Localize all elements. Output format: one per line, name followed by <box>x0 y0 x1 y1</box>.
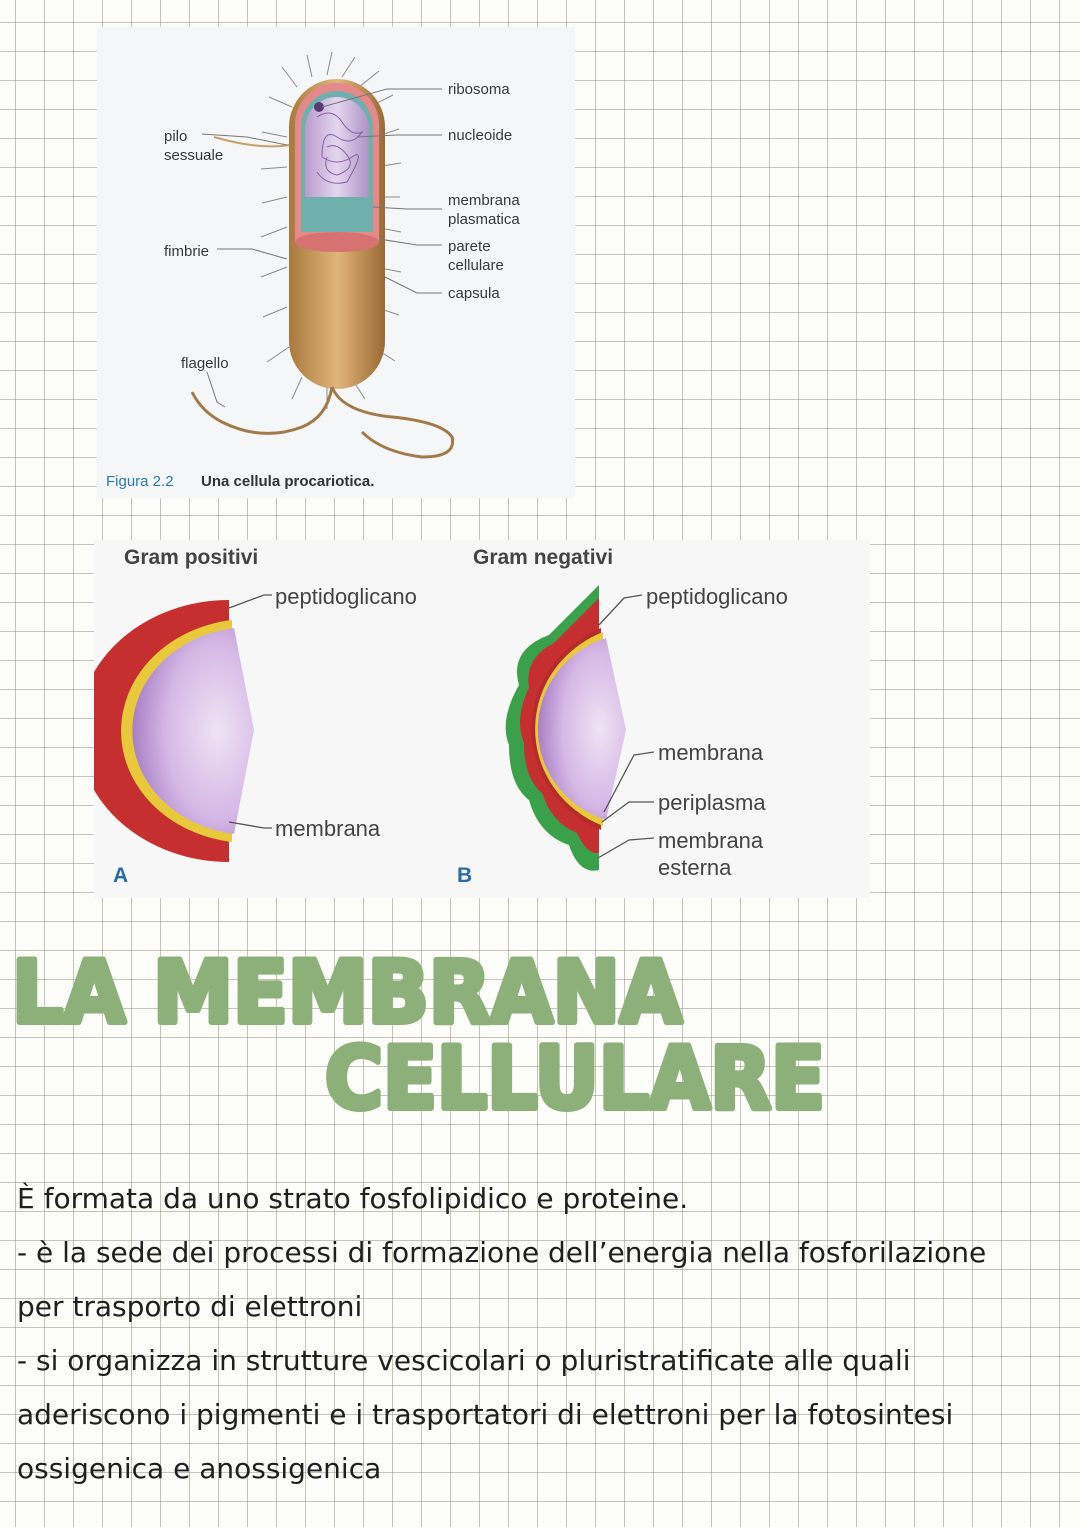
caption-text: Una cellula procariotica. <box>201 473 375 490</box>
label-capsula: capsula <box>448 285 500 302</box>
body-text <box>17 1172 1067 1496</box>
pointer-peptidoglicano-a <box>229 595 272 608</box>
title-svg <box>0 930 1080 1130</box>
body-line-5: aderiscono i pigmenti e i trasportatori di elettroni per la fotosintesi <box>17 1398 954 1431</box>
label-membrana-esterna-2: esterna <box>658 855 732 880</box>
caption-number: Figura 2.2 <box>106 473 174 490</box>
label-pilo-2: sessuale <box>164 147 224 164</box>
label-membrana-plasmatica-2: plasmatica <box>448 211 520 228</box>
body-line-3: per trasporto di elettroni <box>17 1290 363 1323</box>
label-ribosoma: ribosoma <box>448 81 510 98</box>
body-line-4: - si organizza in strutture vescicolari o pluristratificate alle quali <box>17 1344 911 1377</box>
pointer-peptidoglicano-b <box>599 595 642 625</box>
label-nucleoide: nucleoide <box>448 127 513 144</box>
page-title <box>0 930 1080 1130</box>
prokaryotic-cell-illustration <box>97 27 575 498</box>
label-fimbrie: fimbrie <box>164 243 210 260</box>
body-line-2: - è la sede dei processi di formazione dell’energia nella fosforilazione <box>17 1236 987 1269</box>
label-flagello: flagello <box>181 355 229 372</box>
body-line-1: È formata da uno strato fosfolipidico e proteine. <box>17 1182 689 1215</box>
gram-positivi-title: Gram positivi <box>124 546 259 569</box>
label-peptidoglicano-b: peptidoglicano <box>646 584 788 609</box>
section-edge <box>295 232 379 252</box>
body-line-6: ossigenica e anossigenica <box>17 1452 382 1485</box>
label-peptidoglicano-a: peptidoglicano <box>275 584 417 609</box>
title-line-2: CELLULARE <box>325 1029 825 1129</box>
figure-prokaryotic-cell <box>97 27 575 498</box>
letter-a: A <box>113 864 129 887</box>
gram-negative-cell <box>506 585 626 871</box>
label-membrana-plasmatica-1: membrana <box>448 192 520 209</box>
label-periplasma-b: periplasma <box>658 790 766 815</box>
label-parete-2: cellulare <box>448 257 504 274</box>
flagello-loop <box>332 387 453 457</box>
label-parete-1: parete <box>448 238 491 255</box>
label-pilo-1: pilo <box>164 128 188 145</box>
flagello-shape <box>192 387 332 433</box>
label-membrana-a: membrana <box>275 816 381 841</box>
gram-illustration <box>94 540 870 898</box>
label-membrana-esterna-1: membrana <box>658 828 764 853</box>
pointer-periplasma-b <box>602 802 654 822</box>
title-line-1: LA MEMBRANA <box>12 943 683 1043</box>
letter-b: B <box>457 864 473 887</box>
pointer-membrana-esterna-b <box>598 838 654 858</box>
gram-negativi-title: Gram negativi <box>473 546 614 569</box>
label-membrana-b: membrana <box>658 740 764 765</box>
figure-gram <box>94 540 870 898</box>
